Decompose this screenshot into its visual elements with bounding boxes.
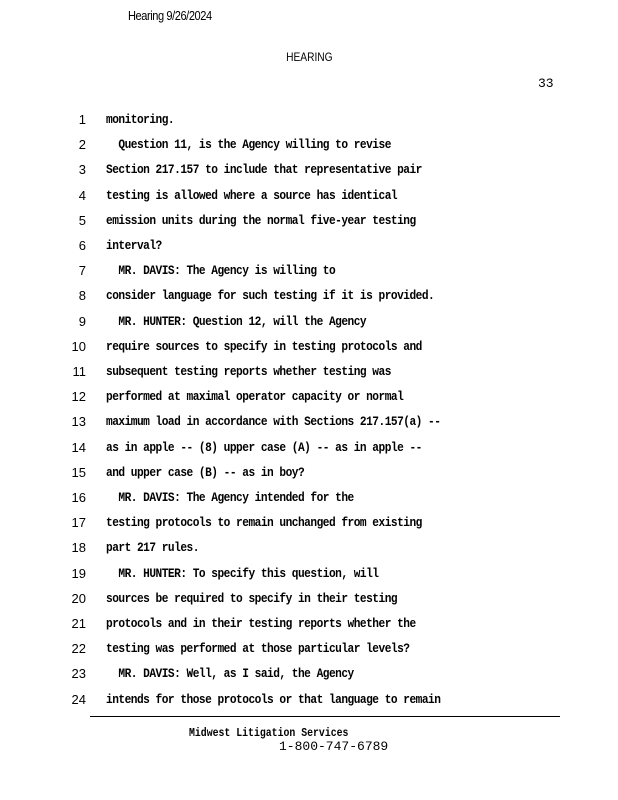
transcript-line bbox=[0, 389, 618, 414]
line-text: subsequent testing reports whether testing was bbox=[106, 364, 391, 379]
line-text: as in apple -- (8) upper case (A) -- as in apple -- bbox=[106, 439, 422, 455]
transcript-line bbox=[0, 364, 618, 389]
transcript-line bbox=[0, 263, 618, 288]
line-text: MR. DAVIS: Well, as I said, the Agency bbox=[106, 666, 354, 682]
transcript-line bbox=[0, 213, 618, 238]
line-text: testing is allowed where a source has identical bbox=[106, 187, 398, 203]
line-number: 22 bbox=[71, 641, 86, 657]
line-text: require sources to specify in testing protocols and bbox=[106, 338, 422, 354]
transcript-line bbox=[0, 666, 618, 691]
transcript-line bbox=[0, 314, 618, 339]
line-number: 19 bbox=[71, 565, 86, 581]
line-text: testing protocols to remain unchanged from existing bbox=[106, 515, 422, 531]
page-number: 33 bbox=[538, 76, 554, 91]
header-date: Hearing 9/26/2024 bbox=[128, 8, 212, 23]
line-number: 17 bbox=[71, 515, 86, 531]
line-text: sources be required to specify in their testing bbox=[106, 590, 398, 606]
footer-company: Midwest Litigation Services bbox=[189, 726, 349, 740]
transcript-line bbox=[0, 188, 618, 213]
line-number: 3 bbox=[78, 162, 86, 178]
line-text: Question 11, is the Agency willing to revise bbox=[106, 137, 391, 153]
header-title bbox=[0, 50, 618, 64]
transcript-line bbox=[0, 566, 618, 591]
footer-phone: 1-800-747-6789 bbox=[279, 739, 389, 754]
line-number: 8 bbox=[78, 288, 86, 304]
line-number: 16 bbox=[71, 490, 86, 505]
transcript-line bbox=[0, 440, 618, 465]
line-text: emission units during the normal five-year testing bbox=[106, 212, 416, 228]
line-number: 7 bbox=[78, 263, 86, 279]
line-text: Section 217.157 to include that representative pair bbox=[106, 162, 422, 178]
footer-rule bbox=[90, 716, 560, 717]
transcript-line bbox=[0, 238, 618, 263]
line-number: 18 bbox=[71, 540, 86, 556]
transcript-line bbox=[0, 414, 618, 439]
transcript-line bbox=[0, 616, 618, 641]
line-text: interval? bbox=[106, 238, 162, 253]
line-text: intends for those protocols or that language to remain bbox=[106, 691, 441, 707]
line-text: testing was performed at those particular levels? bbox=[106, 641, 410, 657]
line-number: 13 bbox=[71, 414, 86, 430]
transcript-line bbox=[0, 515, 618, 540]
transcript-line bbox=[0, 692, 618, 717]
transcript-line bbox=[0, 591, 618, 616]
line-number: 2 bbox=[78, 137, 86, 153]
transcript-line bbox=[0, 112, 618, 137]
line-text: maximum load in accordance with Sections 217.157(a) -- bbox=[106, 414, 441, 430]
transcript-line bbox=[0, 465, 618, 490]
line-number: 1 bbox=[78, 112, 86, 127]
line-text: part 217 rules. bbox=[106, 540, 199, 556]
transcript-line bbox=[0, 162, 618, 187]
line-number: 14 bbox=[71, 439, 86, 455]
header-title-text: HEARING bbox=[285, 50, 333, 64]
line-number: 24 bbox=[71, 691, 86, 707]
line-text: protocols and in their testing reports whether the bbox=[106, 616, 416, 631]
line-number: 12 bbox=[71, 389, 86, 405]
line-number: 10 bbox=[71, 338, 86, 354]
line-number: 23 bbox=[71, 666, 86, 682]
line-number: 4 bbox=[78, 187, 86, 203]
line-text: monitoring. bbox=[106, 112, 175, 127]
transcript-line bbox=[0, 490, 618, 515]
line-text: MR. DAVIS: The Agency is willing to bbox=[106, 263, 336, 279]
line-number: 9 bbox=[78, 313, 86, 329]
line-text: and upper case (B) -- as in boy? bbox=[106, 464, 305, 480]
line-number: 20 bbox=[71, 590, 86, 606]
transcript-line bbox=[0, 137, 618, 162]
line-text: MR. HUNTER: To specify this question, will bbox=[106, 565, 379, 581]
line-text: MR. DAVIS: The Agency intended for the bbox=[106, 490, 354, 505]
transcript-line bbox=[0, 641, 618, 666]
line-number: 11 bbox=[72, 364, 86, 379]
transcript-line bbox=[0, 339, 618, 364]
line-text: MR. HUNTER: Question 12, will the Agency bbox=[106, 313, 367, 329]
line-number: 21 bbox=[71, 616, 86, 631]
line-number: 15 bbox=[71, 464, 86, 480]
line-text: consider language for such testing if it is provided. bbox=[106, 288, 435, 304]
transcript-line bbox=[0, 540, 618, 565]
line-number: 6 bbox=[78, 238, 86, 253]
transcript-line bbox=[0, 288, 618, 313]
line-number: 5 bbox=[78, 212, 86, 228]
line-text: performed at maximal operator capacity or normal bbox=[106, 389, 404, 405]
